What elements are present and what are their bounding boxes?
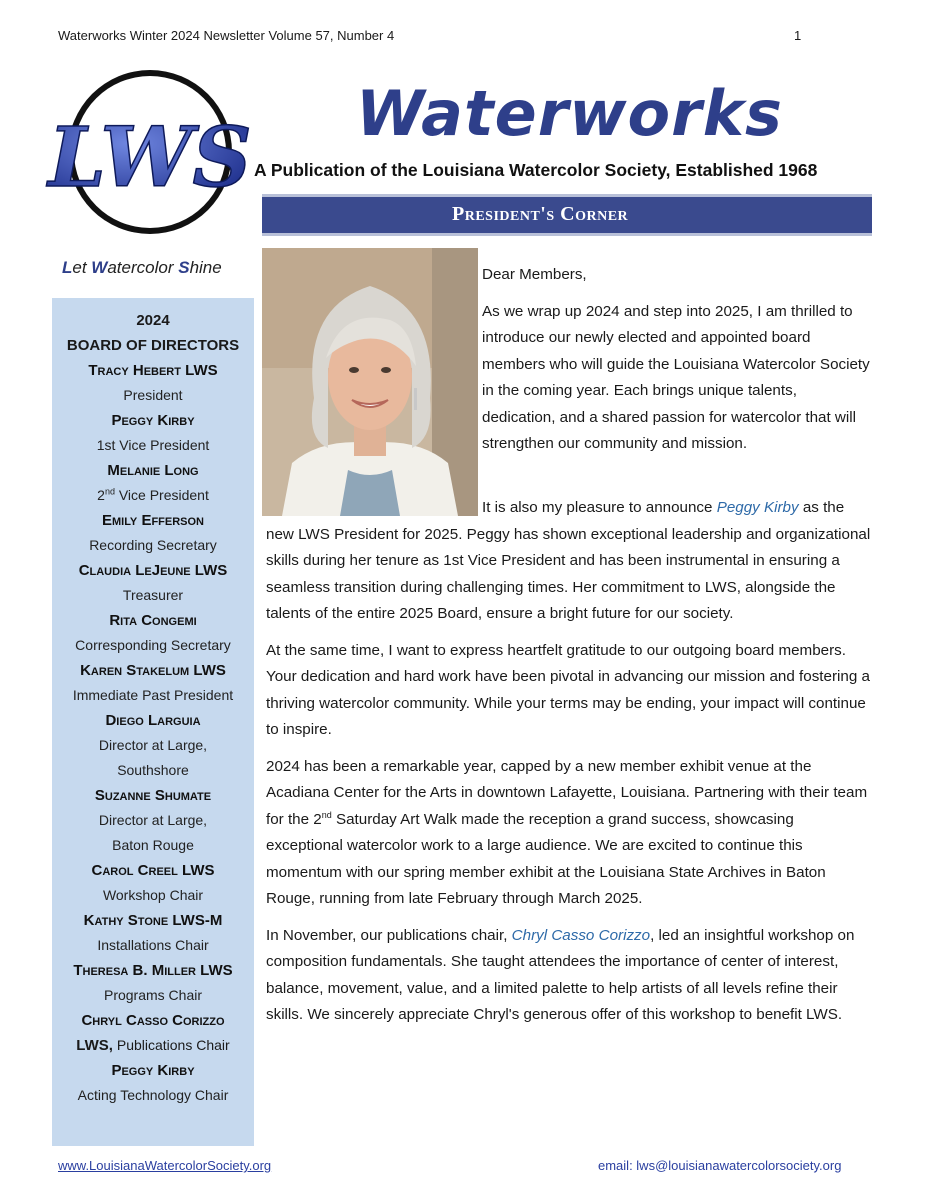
- masthead-title-text: Waterworks: [356, 77, 783, 150]
- board-member-role: Treasurer: [122, 587, 184, 603]
- board-member-role: President: [123, 387, 183, 403]
- board-member-role: Corresponding Secretary: [75, 637, 231, 653]
- board-member-name: Melanie Long: [107, 462, 199, 479]
- board-member-role-cont: Southshore: [117, 762, 189, 778]
- article-intro: [482, 262, 872, 468]
- board-member-role: Immediate Past President: [72, 687, 234, 703]
- article-paragraph-2: It is also my pleasure to announce Peggy Kirby as the new LWS President for 2025. Peggy has shown exceptional leadership and organizational skills during her tenure as 1st Vice President and has been instrumental in ensuring a seamless transition during challenging times. Her commitment to LWS, alongside the talents of the entire 2025 Board, ensure a bright future for our society.: [266, 499, 871, 622]
- article-paragraph-3: At the same time, I want to express heartfelt gratitude to our outgoing board members. Your dedication and hard work have been pivotal in advancing our mission and fostering a thriving watercolor community. While your terms may be ending, your impact will continue to inspire.: [266, 641, 870, 738]
- board-member-name: Peggy Kirby: [111, 412, 195, 429]
- salutation: Dear Members,: [482, 266, 587, 283]
- board-member-role: Installations Chair: [97, 937, 209, 953]
- lws-logo: [48, 68, 252, 236]
- board-member-name: Theresa B. Miller LWS: [73, 962, 233, 979]
- board-member-role-cont: Baton Rouge: [112, 837, 194, 853]
- masthead-title: [356, 74, 783, 154]
- board-member-role: 1st Vice President: [96, 437, 210, 453]
- running-header: Waterworks Winter 2024 Newsletter Volume 57, Number 4: [58, 28, 395, 43]
- board-member-name: Peggy Kirby: [111, 1062, 195, 1079]
- board-year: 2024: [136, 312, 170, 329]
- board-member-name: Diego Larguia: [105, 712, 201, 729]
- board-member-name: Chryl Casso Corizzo: [81, 1012, 225, 1029]
- president-portrait: [262, 248, 478, 516]
- board-member-role: Recording Secretary: [89, 537, 217, 553]
- email-contact[interactable]: email: lws@louisianawatercolorsociety.org: [598, 1158, 842, 1173]
- board-member-name: Carol Creel LWS: [91, 862, 215, 879]
- article-paragraph-4: 2024 has been a remarkable year, capped by a new member exhibit venue at the Acadiana Center for the Arts in downtown Lafayette, Louisiana. Partnering with their team for the 2nd Saturday Art Walk made the reception a grand success, showcasing exceptional watercolor work to a large audience. We are excited to continue this momentum with our spring member exhibit at the Louisiana State Archives in Baton Rouge, running from late February through March 2025.: [266, 757, 868, 907]
- page-number: 1: [794, 28, 802, 43]
- board-member-role: 2nd Vice President: [97, 486, 209, 503]
- board-member-role: Workshop Chair: [102, 887, 204, 903]
- board-member-name: Rita Congemi: [109, 612, 197, 629]
- board-member-name: Claudia LeJeune LWS: [78, 562, 228, 579]
- board-member-role: Programs Chair: [103, 987, 203, 1003]
- article-paragraph-5: In November, our publications chair, Chryl Casso Corizzo, led an insightful workshop on composition fundamentals. She taught attendees the importance of center of interest, balance, movement, value, and a limited palette to help artists of all levels refine their skills. We sincerely appreciate Chryl's generous offer of this workshop to benefit LWS.: [266, 926, 855, 1023]
- masthead-subtitle: A Publication of the Louisiana Watercolor Society, Established 1968: [254, 160, 818, 180]
- board-of-directors-sidebar: [52, 298, 254, 1146]
- board-member-role: LWS, Publications Chair: [76, 1037, 230, 1054]
- logo-monogram: LWS: [48, 110, 252, 206]
- board-member-name: Karen Stakelum LWS: [80, 662, 226, 679]
- article-paragraph-1: As we wrap up 2024 and step into 2025, I am thrilled to introduce our newly elected and appointed board members who will guide the Louisiana Watercolor Society in the coming year. Each brings unique talents, dedication, and a shared passion for watercolor that will strengthen our community and mission.: [482, 302, 870, 452]
- board-member-role: Director at Large,: [98, 737, 208, 753]
- board-member-name: Emily Efferson: [102, 512, 204, 529]
- board-member-role: Director at Large,: [98, 812, 208, 828]
- board-member-role: Acting Technology Chair: [77, 1087, 229, 1103]
- article-body: [266, 495, 872, 1039]
- chryl-casso-corizzo-link: Chryl Casso Corizzo: [511, 926, 651, 944]
- board-heading: BOARD OF DIRECTORS: [66, 337, 240, 354]
- board-member-name: Suzanne Shumate: [94, 787, 212, 804]
- board-member-name: Kathy Stone LWS-M: [83, 912, 223, 929]
- website-link[interactable]: www.LouisianaWatercolorSociety.org: [58, 1158, 272, 1173]
- peggy-kirby-link: Peggy Kirby: [716, 499, 799, 516]
- tagline: Let Watercolor Shine: [62, 258, 222, 277]
- section-title: President's Corner: [452, 203, 629, 225]
- section-banner: [262, 194, 872, 236]
- board-member-name: Tracy Hebert LWS: [88, 362, 218, 379]
